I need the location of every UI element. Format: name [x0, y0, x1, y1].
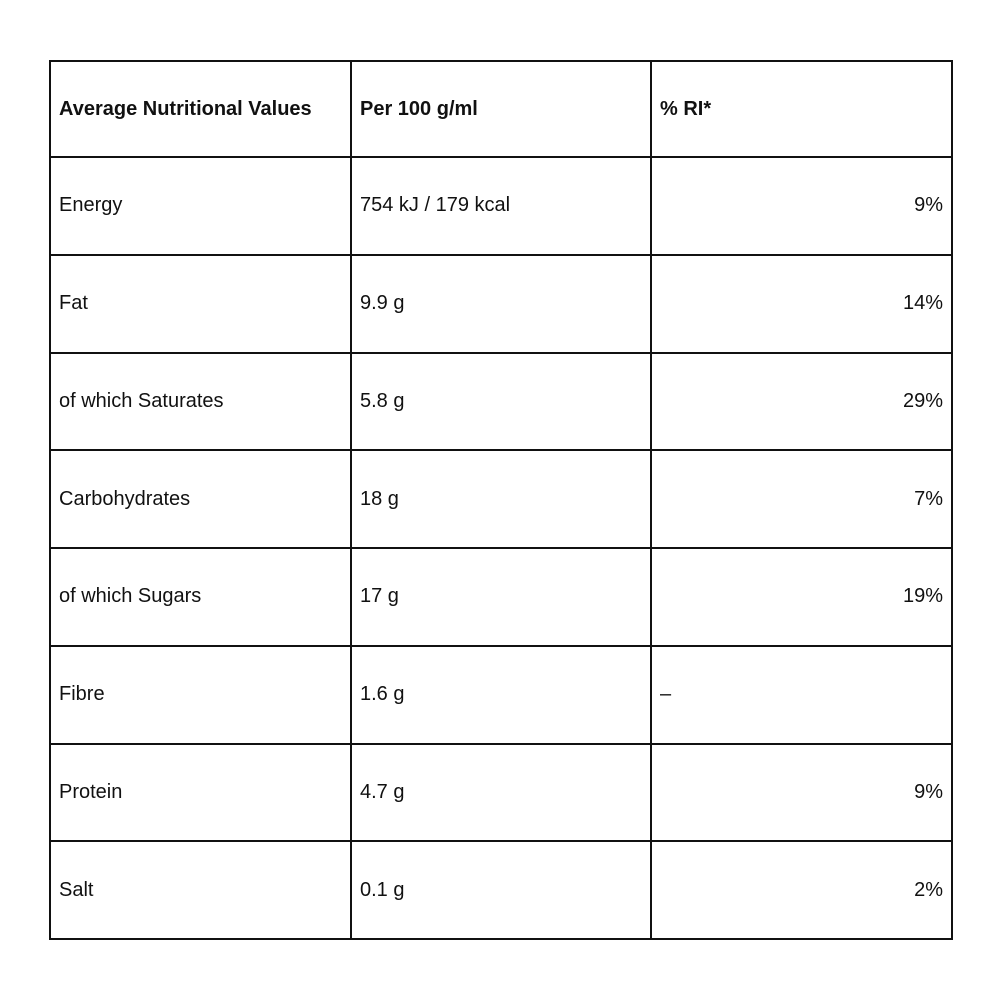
- ri-value: 14%: [651, 255, 952, 353]
- table-row: [50, 255, 952, 353]
- per-100-value: 17 g: [351, 548, 651, 646]
- ri-value: 7%: [651, 450, 952, 548]
- nutrient-name: Fat: [50, 255, 351, 353]
- ri-value: –: [651, 646, 952, 744]
- nutrient-name: Protein: [50, 744, 351, 842]
- table-row: [50, 353, 952, 451]
- header-row: [50, 61, 952, 157]
- table-row: [50, 841, 952, 939]
- per-100-value: 9.9 g: [351, 255, 651, 353]
- per-100-value: 4.7 g: [351, 744, 651, 842]
- per-100-value: 754 kJ / 179 kcal: [351, 157, 651, 255]
- table-header: [50, 61, 952, 157]
- ri-value: 9%: [651, 157, 952, 255]
- ri-value: 19%: [651, 548, 952, 646]
- nutrient-name: of which Saturates: [50, 353, 351, 451]
- table-row: [50, 157, 952, 255]
- table-row: [50, 646, 952, 744]
- ri-value: 2%: [651, 841, 952, 939]
- nutrient-name: Energy: [50, 157, 351, 255]
- nutrient-name: Carbohydrates: [50, 450, 351, 548]
- per-100-value: 18 g: [351, 450, 651, 548]
- ri-value: 9%: [651, 744, 952, 842]
- table-body: [50, 157, 952, 939]
- per-100-value: 5.8 g: [351, 353, 651, 451]
- nutrition-table: [49, 60, 953, 940]
- header-ri: % RI*: [651, 61, 952, 157]
- header-per-100: Per 100 g/ml: [351, 61, 651, 157]
- ri-value: 29%: [651, 353, 952, 451]
- header-nutrient: Average Nutritional Values: [50, 61, 351, 157]
- table-row: [50, 548, 952, 646]
- table-row: [50, 744, 952, 842]
- per-100-value: 0.1 g: [351, 841, 651, 939]
- nutrient-name: Salt: [50, 841, 351, 939]
- table-row: [50, 450, 952, 548]
- per-100-value: 1.6 g: [351, 646, 651, 744]
- nutrient-name: of which Sugars: [50, 548, 351, 646]
- nutrient-name: Fibre: [50, 646, 351, 744]
